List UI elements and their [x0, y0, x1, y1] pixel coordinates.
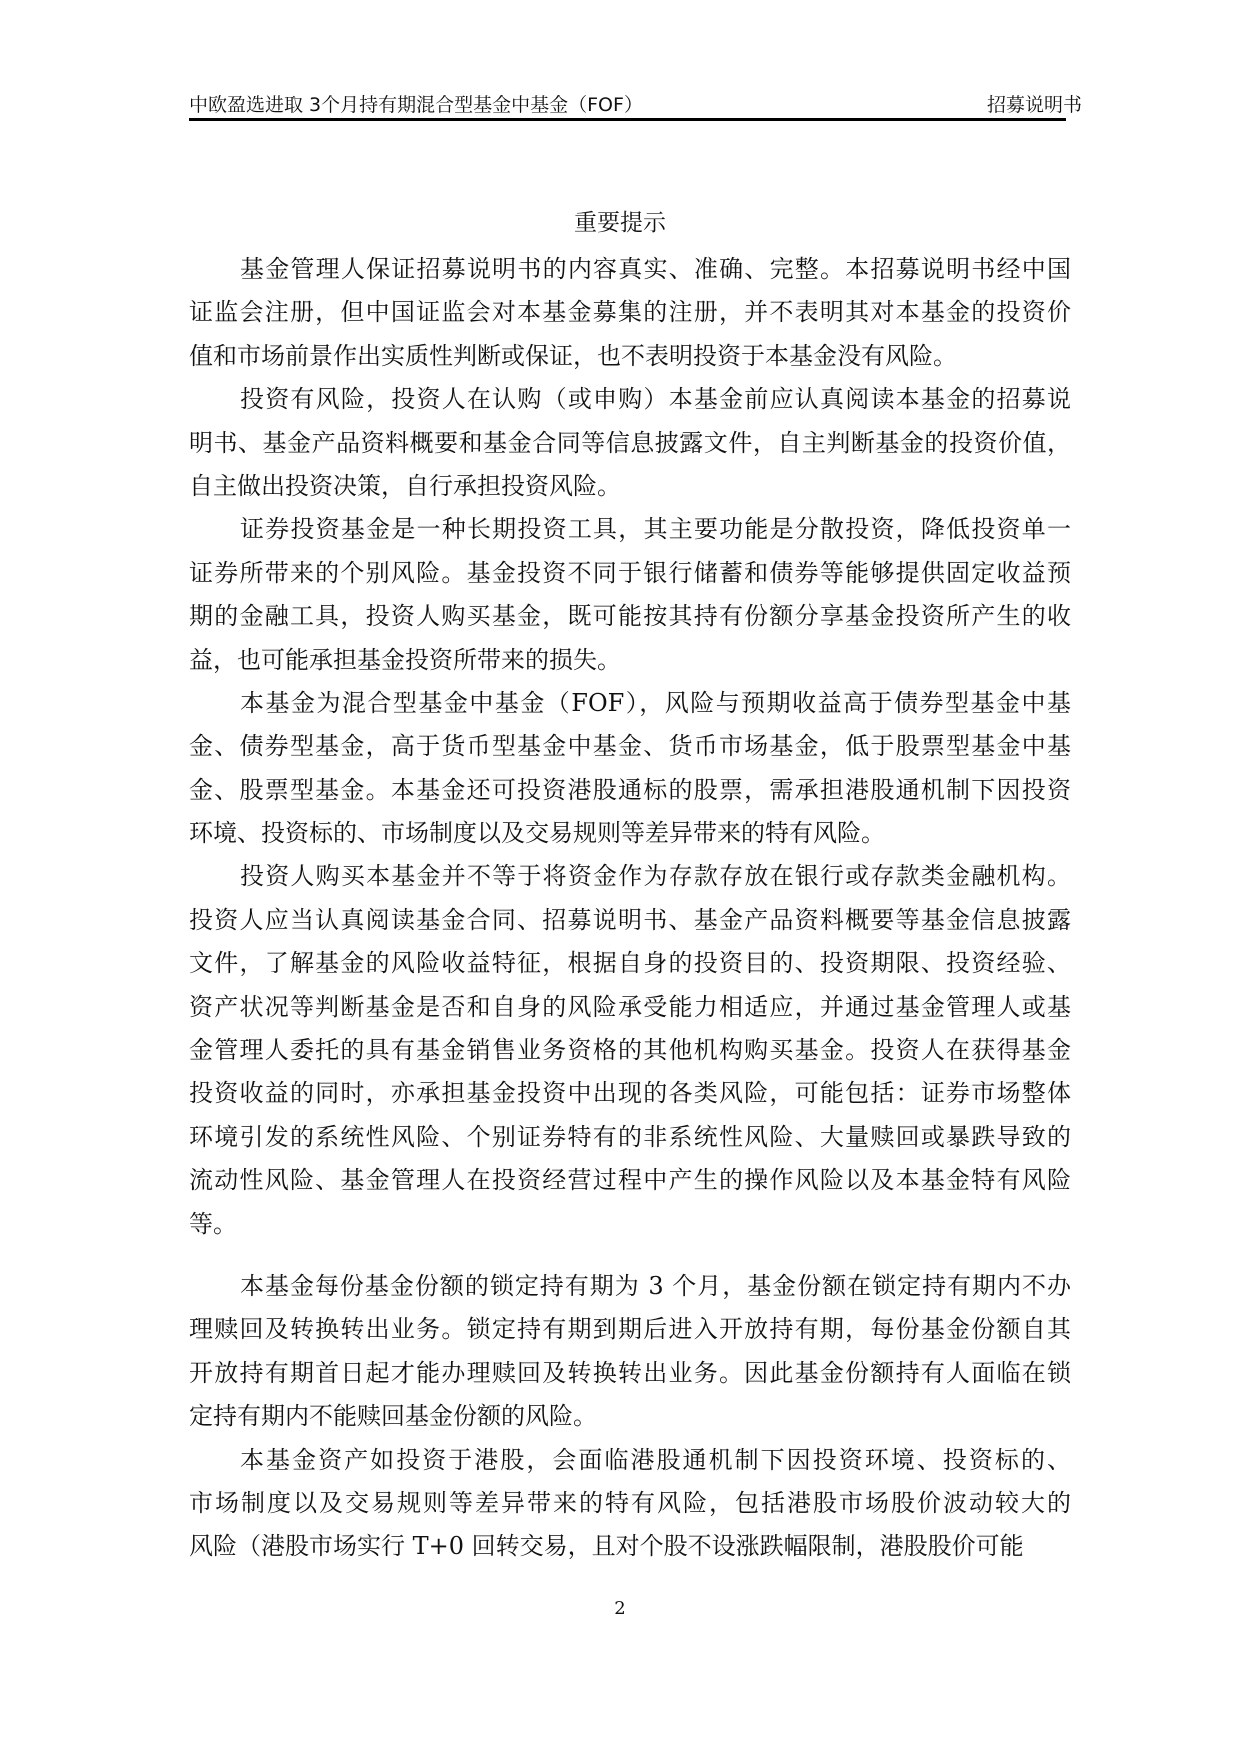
paragraph-line: 值和市场前景作出实质性判断或保证，也不表明投资于本基金没有风险。 [189, 341, 957, 370]
paragraph-line: 资产状况等判断基金是否和自身的风险承受能力相适应，并通过基金管理人或基 [189, 992, 1071, 1021]
page-number: 2 [614, 1598, 626, 1619]
paragraph-line: 投资收益的同时，亦承担基金投资中出现的各类风险，可能包括：证券市场整体 [189, 1079, 1071, 1108]
paragraph-line: 环境引发的系统性风险、个别证券特有的非系统性风险、大量赎回或暴跌导致的 [189, 1122, 1071, 1151]
paragraph-line: 投资有风险，投资人在认购（或申购）本基金前应认真阅读本基金的招募说 [240, 385, 1071, 414]
paragraph-line: 基金管理人保证招募说明书的内容真实、准确、完整。本招募说明书经中国 [240, 255, 1071, 283]
paragraph-line: 证监会注册，但中国证监会对本基金募集的注册，并不表明其对本基金的投资价 [189, 298, 1071, 327]
paragraph-line: 证券投资基金是一种长期投资工具，其主要功能是分散投资，降低投资单一 [240, 515, 1071, 544]
paragraph-line: 开放持有期首日起才能办理赎回及转换转出业务。因此基金份额持有人面临在锁 [189, 1358, 1071, 1387]
body-text-a [189, 248, 1071, 1246]
paragraph-line: 本基金每份基金份额的锁定持有期为 3 个月，基金份额在锁定持有期内不办 [240, 1272, 1071, 1300]
paragraph-line: 投资人应当认真阅读基金合同、招募说明书、基金产品资料概要等基金信息披露 [189, 905, 1071, 934]
header-fund-name: 中欧盈选进取 3个月持有期混合型基金中基金（FOF） [189, 94, 643, 116]
paragraph-line: 证券所带来的个别风险。基金投资不同于银行储蓄和债券等能够提供固定收益预 [189, 558, 1071, 587]
paragraph-line: 益，也可能承担基金投资所带来的损失。 [189, 645, 621, 674]
paragraph-line: 文件，了解基金的风险收益特征，根据自身的投资目的、投资期限、投资经验、 [189, 949, 1071, 978]
paragraph-line: 理赎回及转换转出业务。锁定持有期到期后进入开放持有期，每份基金份额自其 [189, 1315, 1071, 1344]
paragraph-line: 本基金为混合型基金中基金（FOF），风险与预期收益高于债券型基金中基 [240, 688, 1071, 717]
paragraph-line: 等。 [189, 1209, 237, 1238]
paragraph-line: 本基金资产如投资于港股，会面临港股通机制下因投资环境、投资标的、 [240, 1445, 1071, 1474]
body-text-b [189, 1265, 1071, 1569]
paragraph-line: 定持有期内不能赎回基金份额的风险。 [189, 1402, 597, 1431]
header-rule [189, 118, 1066, 121]
paragraph-line: 金、股票型基金。本基金还可投资港股通标的股票，需承担港股通机制下因投资 [189, 775, 1071, 804]
paragraph-line: 明书、基金产品资料概要和基金合同等信息披露文件，自主判断基金的投资价值， [189, 428, 1071, 457]
running-header [189, 90, 1082, 118]
paragraph-line: 投资人购买本基金并不等于将资金作为存款存放在银行或存款类金融机构。 [240, 862, 1071, 891]
paragraph-line: 期的金融工具，投资人购买基金，既可能按其持有份额分享基金投资所产生的收 [189, 602, 1071, 631]
paragraph-line: 风险（港股市场实行 T+0 回转交易，且对个股不设涨跌幅限制，港股股价可能 [189, 1532, 1024, 1561]
paragraph-line: 环境、投资标的、市场制度以及交易规则等差异带来的特有风险。 [189, 819, 885, 848]
paragraph-line: 流动性风险、基金管理人在投资经营过程中产生的操作风险以及本基金特有风险 [189, 1166, 1071, 1195]
section-title: 重要提示 [574, 210, 666, 236]
header-doc-type: 招募说明书 [986, 94, 1082, 116]
paragraph-line: 金管理人委托的具有基金销售业务资格的其他机构购买基金。投资人在获得基金 [189, 1036, 1071, 1065]
paragraph-line: 自主做出投资决策，自行承担投资风险。 [189, 471, 621, 500]
paragraph-line: 市场制度以及交易规则等差异带来的特有风险，包括港股市场股价波动较大的 [189, 1488, 1071, 1517]
paragraph-line: 金、债券型基金，高于货币型基金中基金、货币市场基金，低于股票型基金中基 [189, 732, 1071, 761]
